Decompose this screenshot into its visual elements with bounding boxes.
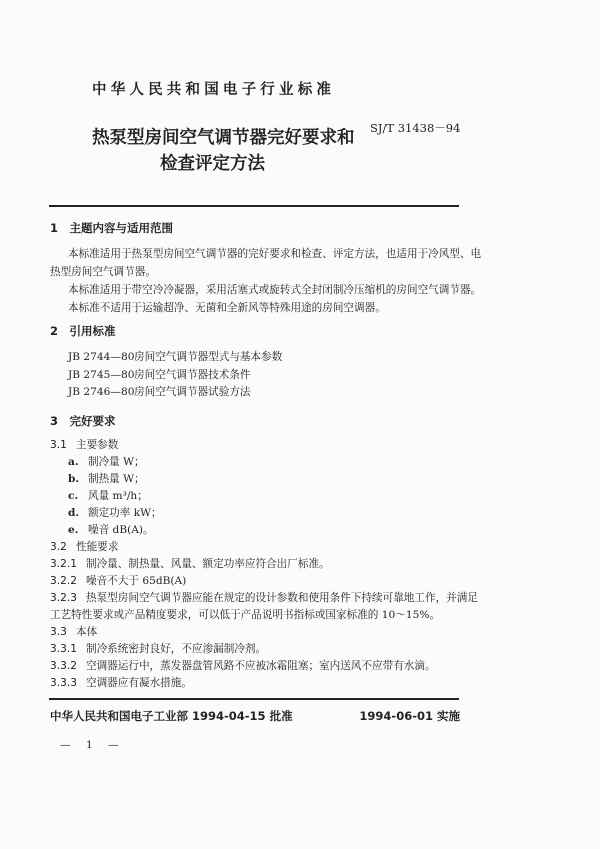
list-item: d. 额定功率 kW； (68, 507, 162, 519)
reference-item (68, 367, 251, 382)
clause-3-3-1: 3.3.1 制冷系统密封良好，不应渗漏制冷剂。 (50, 643, 267, 655)
clause-3-2-3-continued: 工艺特性要求或产品精度要求，可以低于产品说明书指标或国家标准的 10～15%。 (50, 609, 440, 621)
list-item: c. 风量 m³/h； (68, 490, 148, 502)
ref-title: 房间空气调节器技术条件 (134, 369, 251, 381)
ref-code: JB 2746—80 (68, 386, 135, 398)
para-line: 本标准适用于热泵型房间空气调节器的完好要求和检查、评定方法，也适用于冷风型、电 (68, 248, 482, 260)
approval-line: 中华人民共和国电子工业部 1994-04-15 批准 (50, 709, 293, 723)
para-line: 本标准不适用于运输超净、无菌和全新风等特殊用途的房间空调器。 (68, 302, 386, 314)
clause-3-1: 3.1 主要参数 (50, 439, 119, 451)
reference-item (68, 349, 282, 364)
list-item: a. 制冷量 W； (68, 456, 145, 468)
list-item: b. 制热量 W； (68, 473, 145, 485)
clause-3-2: 3.2 性能要求 (50, 541, 119, 553)
page-number: — 1 — (60, 739, 125, 751)
clause-3-2-1: 3.2.1 制冷量、制热量、风量、额定功率应符合出厂标准。 (50, 558, 330, 570)
standard-code: SJ/T 31438－94 (370, 121, 461, 135)
clause-3-3-3: 3.3.3 空调器应有凝水措施。 (50, 677, 192, 689)
effective-date: 1994-06-01 实施 (359, 709, 460, 723)
ref-code: JB 2745—80 (68, 369, 135, 381)
clause-3-2-2: 3.2.2 噪音不大于 65dB(A) (50, 575, 187, 587)
section-3-heading: 3 完好要求 (50, 414, 116, 428)
clause-3-3-2: 3.3.2 空调器运行中，蒸发器盘管风路不应被冰霜阻塞；室内送风不应带有水滴。 (50, 660, 436, 672)
section-2-heading: 2 引用标准 (50, 324, 116, 338)
clause-3-2-3: 3.2.3 热泵型房间空气调节器应能在规定的设计参数和使用条件下持续可靠地工作，并满足 (50, 592, 478, 604)
list-item: e. 噪音 dB(A)。 (68, 524, 154, 536)
section-1-heading: 1 主题内容与适用范围 (50, 221, 174, 235)
doc-title-line-2: 检查评定方法 (160, 154, 265, 174)
para-line: 热型房间空气调节器。 (50, 266, 156, 278)
issuer-header: 中华人民共和国电子行业标准 (92, 82, 336, 98)
ref-code: JB 2744—80 (68, 351, 135, 363)
para-line: 本标准适用于带空冷冷凝器，采用活塞式或旋转式全封闭制冷压缩机的房间空气调节器。 (68, 284, 482, 296)
clause-3-3: 3.3 本体 (50, 626, 98, 638)
bottom-divider (49, 698, 459, 700)
ref-title: 房间空气调节器试验方法 (134, 386, 251, 398)
reference-item (68, 384, 251, 399)
top-divider (49, 205, 459, 207)
doc-title-line-1: 热泵型房间空气调节器完好要求和 (92, 128, 355, 148)
ref-title: 房间空气调节器型式与基本参数 (134, 351, 283, 363)
